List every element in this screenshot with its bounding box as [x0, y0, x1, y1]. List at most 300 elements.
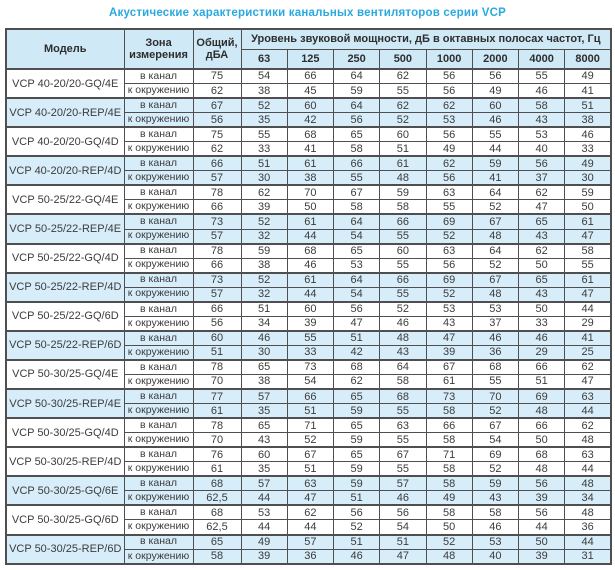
sound-level-cell: 69 — [472, 447, 518, 462]
zone-cell: к окружению — [124, 374, 193, 389]
sound-level-cell: 71 — [287, 418, 333, 433]
table-row-in-duct — [6, 214, 611, 229]
sound-level-cell: 56 — [426, 171, 472, 186]
header-row-top — [6, 29, 611, 49]
sound-level-cell: 33 — [519, 316, 565, 331]
sound-level-cell: 30 — [241, 171, 287, 186]
sound-level-cell: 55 — [241, 127, 287, 142]
sound-level-cell: 68 — [519, 447, 565, 462]
sound-level-cell: 43 — [380, 345, 426, 360]
sound-level-cell: 62 — [565, 418, 611, 433]
sound-level-cell: 54 — [241, 69, 287, 84]
sound-level-cell: 64 — [472, 244, 518, 259]
sound-level-cell: 47 — [380, 549, 426, 564]
sound-level-cell: 61 — [565, 214, 611, 229]
sound-level-cell: 48 — [472, 287, 518, 302]
sound-level-cell: 32 — [241, 287, 287, 302]
zone-cell: в канал — [124, 360, 193, 375]
total-dba-cell: 66 — [193, 200, 241, 215]
sound-level-cell: 43 — [519, 287, 565, 302]
sound-level-cell: 73 — [287, 360, 333, 375]
sound-level-cell: 59 — [472, 476, 518, 491]
sound-level-cell: 65 — [519, 214, 565, 229]
sound-level-cell: 53 — [334, 258, 380, 273]
col-header-frequency: 4000 — [519, 49, 565, 69]
sound-level-cell: 65 — [334, 447, 380, 462]
total-dba-cell: 62,5 — [193, 520, 241, 535]
sound-level-cell: 37 — [519, 171, 565, 186]
sound-level-cell: 50 — [519, 258, 565, 273]
sound-level-cell: 33 — [241, 142, 287, 157]
zone-cell: к окружению — [124, 549, 193, 564]
model-name-cell: VCP 50-25/22-REP/4E — [6, 214, 124, 243]
sound-level-cell: 50 — [519, 433, 565, 448]
sound-level-cell: 57 — [380, 476, 426, 491]
sound-level-cell: 51 — [241, 156, 287, 171]
col-header-frequency: 1000 — [426, 49, 472, 69]
sound-level-cell: 68 — [287, 127, 333, 142]
sound-level-cell: 55 — [380, 258, 426, 273]
sound-level-cell: 40 — [519, 142, 565, 157]
sound-level-cell: 48 — [380, 171, 426, 186]
sound-level-cell: 60 — [287, 98, 333, 113]
total-dba-cell: 56 — [193, 113, 241, 128]
sound-level-cell: 54 — [472, 433, 518, 448]
sound-level-cell: 58 — [426, 462, 472, 477]
sound-level-cell: 62 — [287, 505, 333, 520]
sound-level-cell: 58 — [472, 505, 518, 520]
sound-level-cell: 51 — [287, 404, 333, 419]
sound-level-cell: 65 — [241, 418, 287, 433]
col-header-frequency: 500 — [380, 49, 426, 69]
sound-level-cell: 31 — [565, 549, 611, 564]
total-dba-cell: 70 — [193, 433, 241, 448]
sound-level-cell: 66 — [334, 156, 380, 171]
sound-level-cell: 59 — [565, 185, 611, 200]
col-header-frequency: 2000 — [472, 49, 518, 69]
sound-level-cell: 36 — [565, 520, 611, 535]
zone-cell: в канал — [124, 476, 193, 491]
sound-level-cell: 51 — [519, 374, 565, 389]
total-dba-cell: 62,5 — [193, 491, 241, 506]
sound-level-cell: 52 — [426, 535, 472, 550]
sound-level-cell: 65 — [334, 418, 380, 433]
sound-level-cell: 44 — [287, 520, 333, 535]
sound-level-cell: 33 — [287, 345, 333, 360]
sound-level-cell: 55 — [472, 127, 518, 142]
sound-level-cell: 49 — [241, 535, 287, 550]
sound-level-cell: 61 — [565, 273, 611, 288]
sound-level-cell: 46 — [241, 331, 287, 346]
total-dba-cell: 78 — [193, 185, 241, 200]
sound-level-cell: 44 — [519, 520, 565, 535]
total-dba-cell: 57 — [193, 229, 241, 244]
sound-level-cell: 57 — [287, 535, 333, 550]
table-row-in-duct — [6, 69, 611, 84]
total-dba-cell: 51 — [193, 345, 241, 360]
sound-level-cell: 52 — [472, 200, 518, 215]
total-dba-cell: 66 — [193, 156, 241, 171]
total-dba-cell: 57 — [193, 287, 241, 302]
sound-level-cell: 56 — [334, 302, 380, 317]
sound-level-cell: 62 — [334, 374, 380, 389]
sound-level-cell: 63 — [287, 476, 333, 491]
table-row-in-duct — [6, 273, 611, 288]
total-dba-cell: 58 — [193, 549, 241, 564]
sound-level-cell: 42 — [287, 113, 333, 128]
sound-level-cell: 46 — [519, 331, 565, 346]
sound-level-cell: 57 — [241, 476, 287, 491]
zone-cell: в канал — [124, 185, 193, 200]
zone-cell: в канал — [124, 156, 193, 171]
table-row-in-duct — [6, 418, 611, 433]
sound-level-cell: 68 — [380, 389, 426, 404]
sound-level-cell: 55 — [334, 171, 380, 186]
zone-cell: к окружению — [124, 433, 193, 448]
sound-level-cell: 59 — [334, 84, 380, 99]
sound-level-cell: 52 — [241, 98, 287, 113]
sound-level-cell: 38 — [241, 258, 287, 273]
model-name-cell: VCP 40-20/20-REP/4D — [6, 156, 124, 185]
sound-level-cell: 53 — [426, 113, 472, 128]
table-row-in-duct — [6, 302, 611, 317]
sound-level-cell: 52 — [426, 229, 472, 244]
total-dba-cell: 70 — [193, 374, 241, 389]
sound-level-cell: 51 — [334, 331, 380, 346]
total-dba-cell: 56 — [193, 316, 241, 331]
sound-level-cell: 46 — [380, 491, 426, 506]
sound-level-cell: 39 — [241, 549, 287, 564]
table-header — [6, 29, 611, 69]
zone-cell: к окружению — [124, 142, 193, 157]
sound-level-cell: 50 — [287, 200, 333, 215]
sound-level-cell: 44 — [241, 491, 287, 506]
col-header-frequency: 250 — [334, 49, 380, 69]
sound-level-cell: 57 — [241, 389, 287, 404]
model-name-cell: VCP 40-20/20-GQ/4E — [6, 69, 124, 98]
model-name-cell: VCP 50-30/25-GQ/6E — [6, 476, 124, 505]
sound-level-cell: 58 — [380, 374, 426, 389]
sound-level-cell: 47 — [519, 200, 565, 215]
sound-level-cell: 38 — [287, 171, 333, 186]
sound-level-cell: 42 — [334, 345, 380, 360]
sound-level-cell: 46 — [287, 258, 333, 273]
sound-level-cell: 62 — [380, 69, 426, 84]
sound-level-cell: 56 — [334, 113, 380, 128]
sound-level-cell: 41 — [472, 171, 518, 186]
sound-level-cell: 67 — [380, 447, 426, 462]
total-dba-cell: 62 — [193, 142, 241, 157]
table-row-in-duct — [6, 476, 611, 491]
sound-level-cell: 65 — [241, 360, 287, 375]
zone-cell: в канал — [124, 302, 193, 317]
sound-level-cell: 50 — [565, 200, 611, 215]
sound-level-cell: 56 — [380, 505, 426, 520]
table-row-in-duct — [6, 331, 611, 346]
sound-level-cell: 63 — [426, 185, 472, 200]
zone-cell: в канал — [124, 98, 193, 113]
sound-level-cell: 48 — [519, 404, 565, 419]
zone-cell: к окружению — [124, 404, 193, 419]
sound-level-cell: 44 — [241, 520, 287, 535]
col-header-sound-power-group: Уровень звуковой мощности, дБ в октавных полосах частот, Гц — [241, 29, 611, 49]
col-header-frequency: 63 — [241, 49, 287, 69]
sound-level-cell: 65 — [519, 273, 565, 288]
sound-level-cell: 52 — [472, 404, 518, 419]
sound-level-cell: 48 — [472, 229, 518, 244]
col-header-total-dba: Общий, дБА — [193, 29, 241, 69]
sound-level-cell: 46 — [519, 84, 565, 99]
sound-level-cell: 64 — [334, 273, 380, 288]
sound-level-cell: 68 — [472, 360, 518, 375]
sound-level-cell: 41 — [565, 331, 611, 346]
col-header-model: Модель — [6, 29, 124, 69]
sound-level-cell: 67 — [472, 418, 518, 433]
zone-cell: в канал — [124, 127, 193, 142]
sound-level-cell: 59 — [334, 476, 380, 491]
page-title: Акустические характеристики канальных вентиляторов серии VCP — [108, 7, 507, 19]
sound-level-cell: 49 — [426, 491, 472, 506]
zone-cell: к окружению — [124, 84, 193, 99]
zone-cell: в канал — [124, 418, 193, 433]
sound-level-cell: 50 — [519, 302, 565, 317]
sound-level-cell: 38 — [241, 84, 287, 99]
sound-level-cell: 66 — [519, 360, 565, 375]
sound-level-cell: 51 — [287, 462, 333, 477]
sound-level-cell: 54 — [380, 520, 426, 535]
sound-level-cell: 46 — [380, 316, 426, 331]
sound-level-cell: 52 — [380, 302, 426, 317]
sound-level-cell: 54 — [334, 287, 380, 302]
sound-level-cell: 52 — [334, 520, 380, 535]
sound-level-cell: 49 — [472, 84, 518, 99]
sound-level-cell: 66 — [287, 389, 333, 404]
sound-level-cell: 46 — [334, 549, 380, 564]
sound-level-cell: 59 — [334, 462, 380, 477]
sound-level-cell: 66 — [380, 214, 426, 229]
sound-level-cell: 61 — [426, 374, 472, 389]
sound-level-cell: 67 — [287, 447, 333, 462]
zone-cell: в канал — [124, 389, 193, 404]
sound-level-cell: 58 — [334, 200, 380, 215]
table-row-in-duct — [6, 535, 611, 550]
col-header-frequency: 8000 — [565, 49, 611, 69]
total-dba-cell: 62 — [193, 84, 241, 99]
sound-level-cell: 67 — [472, 214, 518, 229]
sound-level-cell: 38 — [565, 113, 611, 128]
sound-level-cell: 59 — [241, 244, 287, 259]
sound-level-cell: 29 — [519, 345, 565, 360]
sound-level-cell: 52 — [241, 214, 287, 229]
sound-level-cell: 55 — [426, 200, 472, 215]
zone-cell: в канал — [124, 505, 193, 520]
table-row-in-duct — [6, 127, 611, 142]
sound-level-cell: 41 — [287, 142, 333, 157]
sound-level-cell: 52 — [426, 287, 472, 302]
table-row-in-duct — [6, 389, 611, 404]
sound-level-cell: 52 — [241, 273, 287, 288]
sound-level-cell: 40 — [472, 549, 518, 564]
sound-level-cell: 29 — [565, 316, 611, 331]
sound-level-cell: 39 — [426, 345, 472, 360]
model-name-cell: VCP 50-25/22-REP/6D — [6, 331, 124, 360]
sound-level-cell: 64 — [334, 214, 380, 229]
sound-level-cell: 48 — [380, 331, 426, 346]
total-dba-cell: 73 — [193, 214, 241, 229]
model-name-cell: VCP 50-25/22-GQ/4D — [6, 244, 124, 273]
table-body — [6, 69, 611, 564]
total-dba-cell: 78 — [193, 244, 241, 259]
sound-level-cell: 67 — [426, 360, 472, 375]
sound-level-cell: 48 — [565, 476, 611, 491]
sound-level-cell: 44 — [287, 229, 333, 244]
total-dba-cell: 61 — [193, 404, 241, 419]
sound-level-cell: 35 — [241, 404, 287, 419]
sound-level-cell: 64 — [334, 98, 380, 113]
sound-level-cell: 66 — [380, 273, 426, 288]
sound-level-cell: 60 — [380, 127, 426, 142]
sound-level-cell: 69 — [519, 389, 565, 404]
sound-level-cell: 66 — [426, 418, 472, 433]
sound-level-cell: 58 — [565, 244, 611, 259]
sound-level-cell: 60 — [241, 447, 287, 462]
sound-level-cell: 71 — [426, 447, 472, 462]
sound-level-cell: 44 — [472, 142, 518, 157]
sound-level-cell: 67 — [334, 185, 380, 200]
sound-level-cell: 39 — [241, 200, 287, 215]
sound-level-cell: 55 — [380, 84, 426, 99]
sound-level-cell: 54 — [287, 374, 333, 389]
sound-level-cell: 37 — [472, 316, 518, 331]
sound-level-cell: 67 — [472, 273, 518, 288]
sound-level-cell: 65 — [334, 389, 380, 404]
sound-level-cell: 68 — [334, 360, 380, 375]
sound-level-cell: 62 — [380, 98, 426, 113]
zone-cell: к окружению — [124, 345, 193, 360]
sound-level-cell: 63 — [565, 447, 611, 462]
sound-level-cell: 68 — [287, 244, 333, 259]
sound-level-cell: 49 — [565, 156, 611, 171]
sound-level-cell: 55 — [380, 462, 426, 477]
zone-cell: к окружению — [124, 258, 193, 273]
zone-cell: в канал — [124, 535, 193, 550]
sound-level-cell: 61 — [287, 156, 333, 171]
sound-level-cell: 70 — [472, 389, 518, 404]
sound-level-cell: 43 — [519, 229, 565, 244]
sound-level-cell: 63 — [565, 389, 611, 404]
sound-level-cell: 62 — [519, 185, 565, 200]
sound-level-cell: 64 — [380, 360, 426, 375]
model-name-cell: VCP 50-30/25-REP/4E — [6, 389, 124, 418]
zone-cell: в канал — [124, 331, 193, 346]
sound-level-cell: 53 — [472, 302, 518, 317]
sound-level-cell: 69 — [426, 273, 472, 288]
sound-level-cell: 56 — [426, 84, 472, 99]
sound-level-cell: 25 — [565, 345, 611, 360]
sound-level-cell: 39 — [287, 316, 333, 331]
model-name-cell: VCP 40-20/20-REP/4E — [6, 98, 124, 127]
sound-level-cell: 44 — [565, 302, 611, 317]
sound-level-cell: 70 — [287, 185, 333, 200]
sound-level-cell: 58 — [426, 476, 472, 491]
sound-level-cell: 56 — [519, 156, 565, 171]
zone-cell: к окружению — [124, 520, 193, 535]
sound-level-cell: 51 — [565, 98, 611, 113]
sound-level-cell: 43 — [472, 491, 518, 506]
sound-level-cell: 52 — [472, 258, 518, 273]
sound-level-cell: 58 — [426, 433, 472, 448]
sound-level-cell: 53 — [519, 127, 565, 142]
model-name-cell: VCP 50-30/25-REP/4D — [6, 447, 124, 476]
sound-level-cell: 55 — [472, 374, 518, 389]
sound-level-cell: 58 — [426, 404, 472, 419]
sound-level-cell: 43 — [241, 433, 287, 448]
table-row-in-duct — [6, 156, 611, 171]
sound-level-cell: 45 — [287, 84, 333, 99]
sound-level-cell: 56 — [426, 127, 472, 142]
sound-level-cell: 65 — [334, 244, 380, 259]
sound-level-cell: 66 — [519, 418, 565, 433]
sound-level-cell: 49 — [426, 142, 472, 157]
model-name-cell: VCP 50-25/22-GQ/6D — [6, 302, 124, 331]
total-dba-cell: 57 — [193, 171, 241, 186]
sound-level-cell: 47 — [334, 316, 380, 331]
sound-level-cell: 60 — [472, 98, 518, 113]
model-name-cell: VCP 50-30/25-REP/6D — [6, 535, 124, 565]
zone-cell: в канал — [124, 244, 193, 259]
sound-level-cell: 47 — [287, 491, 333, 506]
sound-level-cell: 62 — [426, 156, 472, 171]
sound-level-cell: 46 — [565, 127, 611, 142]
sound-level-cell: 48 — [565, 505, 611, 520]
sound-level-cell: 47 — [565, 229, 611, 244]
sound-level-cell: 53 — [472, 535, 518, 550]
total-dba-cell: 78 — [193, 418, 241, 433]
zone-cell: в канал — [124, 447, 193, 462]
sound-level-cell: 51 — [380, 142, 426, 157]
sound-level-cell: 61 — [380, 156, 426, 171]
sound-level-cell: 52 — [472, 462, 518, 477]
sound-level-cell: 35 — [241, 113, 287, 128]
sound-level-cell: 55 — [380, 287, 426, 302]
col-header-zone: Зона измерения — [124, 29, 193, 69]
sound-level-cell: 30 — [241, 345, 287, 360]
zone-cell: в канал — [124, 69, 193, 84]
sound-level-cell: 48 — [519, 462, 565, 477]
sound-level-cell: 60 — [287, 302, 333, 317]
sound-level-cell: 64 — [472, 185, 518, 200]
zone-cell: к окружению — [124, 491, 193, 506]
sound-level-cell: 55 — [565, 258, 611, 273]
table-row-in-duct — [6, 244, 611, 259]
model-name-cell: VCP 50-30/25-GQ/4D — [6, 418, 124, 447]
sound-level-cell: 59 — [334, 433, 380, 448]
table-row-in-duct — [6, 505, 611, 520]
sound-level-cell: 50 — [426, 520, 472, 535]
sound-level-cell: 56 — [334, 505, 380, 520]
sound-level-cell: 56 — [472, 69, 518, 84]
model-name-cell: VCP 50-25/22-GQ/4E — [6, 185, 124, 214]
sound-level-cell: 36 — [472, 345, 518, 360]
sound-level-cell: 56 — [426, 69, 472, 84]
sound-level-cell: 73 — [426, 389, 472, 404]
sound-level-cell: 62 — [426, 98, 472, 113]
zone-cell: к окружению — [124, 316, 193, 331]
sound-level-cell: 62 — [519, 244, 565, 259]
col-header-frequency: 125 — [287, 49, 333, 69]
total-dba-cell: 60 — [193, 331, 241, 346]
sound-level-cell: 62 — [565, 360, 611, 375]
